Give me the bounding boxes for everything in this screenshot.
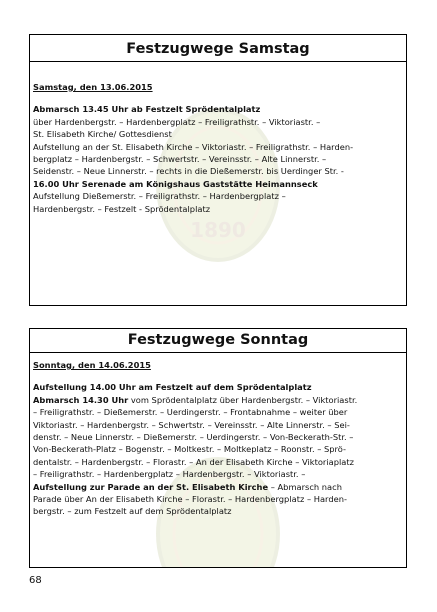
route-line [33,190,403,202]
route-line-text: Seidenstr. – Neue Linnerstr. – rechts in die Dießemerstr. bis Uerdinger Str. - [33,166,344,177]
route-line-text: über Hardenbergstr. – Hardenbergplatz – Freiligrathstr. – Viktoriastr. – [33,116,321,127]
route-line-text: – Abmarsch nach [268,481,342,492]
route-line [33,116,403,128]
route-line [33,468,403,480]
route-line-text: – Freiligrathstr. – Dießemerstr. – Uerdingerstr. – Frontabnahme – weiter über [33,407,348,418]
route-line [33,419,403,431]
route-line [33,394,403,406]
section-date: Samstag, den 13.06.2015 [33,82,153,92]
route-line-bold: Abmarsch 14.30 Uhr [33,394,129,405]
route-line-text: dentalstr. – Hardenbergstr. – Florastr. – An der Elisabeth Kirche – Viktoriaplatz [33,456,354,467]
route-line-text: St. Elisabeth Kirche/ Gottesdienst [33,129,172,140]
route-line-bold: Aufstellung 14.00 Uhr am Festzelt auf dem Sprödentalplatz [33,382,312,393]
route-line [33,153,403,165]
route-line-text: vom Sprödentalplatz über Hardenbergstr. – Viktoriastr. [128,394,358,405]
route-line-text: Parade über An der Elisabeth Kirche – Florastr. – Hardenbergplatz – Harden- [33,494,347,505]
route-line-text: Von-Beckerath-Platz – Bogenstr. – Moltkestr. – Moltkeplatz – Roonstr. – Sprö- [33,444,347,455]
route-lines [33,381,403,517]
route-line [33,443,403,455]
section-title: Festzugwege Samstag [30,41,406,62]
section-title: Festzugwege Sonntag [30,332,406,353]
route-line-text: denstr. – Neue Linnerstr. – Dießemerstr. – Uerdingerstr. – Von-Beckerath-Str. – [33,432,354,443]
route-line-text: Aufstellung an der St. Elisabeth Kirche – Viktoriastr. – Freiligrathstr. – Harden- [33,141,354,152]
svg-text:1890: 1890 [190,218,246,242]
route-line-text: Aufstellung Dießemerstr. – Freiligrathstr. – Hardenbergplatz – [33,191,286,202]
route-line-bold: Abmarsch 13.45 Uhr ab Festzelt Sprödentalplatz [33,104,261,115]
svg-text:1890: 1890 [190,567,246,591]
section-content [33,359,403,518]
route-line [33,178,403,190]
route-line [33,481,403,493]
route-line [33,165,403,177]
route-line [33,128,403,140]
route-line [33,456,403,468]
route-line-text: bergplatz – Hardenbergstr. – Schwertstr. – Vereinsstr. – Alte Linnerstr. – [33,154,327,165]
route-lines [33,103,403,215]
route-line [33,141,403,153]
section-content [33,81,403,215]
route-line [33,381,403,393]
route-line [33,406,403,418]
page-number: 68 [29,575,42,586]
route-line-text: Hardenbergstr. – Festzelt - Sprödentalplatz [33,203,211,214]
route-line [33,431,403,443]
route-line-text: Viktoriastr. – Hardenbergstr. – Schwertstr. – Vereinsstr. – Alte Linnerstr. – Sei- [33,419,350,430]
route-line-bold: 16.00 Uhr Serenade am Königshaus Gaststätte Heimannseck [33,178,318,189]
route-line [33,505,403,517]
section-date: Sonntag, den 14.06.2015 [33,360,151,370]
route-line-text: – Freiligrathstr. – Hardenbergplatz – Hardenbergstr. – Viktoriastr. – [33,469,306,480]
route-line [33,103,403,115]
route-line-text: bergstr. – zum Festzelt auf dem Sprödentalplatz [33,506,232,517]
saturday-section [29,34,407,306]
route-line [33,203,403,215]
route-line [33,493,403,505]
route-line-bold: Aufstellung zur Parade an der St. Elisabeth Kirche [33,481,269,492]
